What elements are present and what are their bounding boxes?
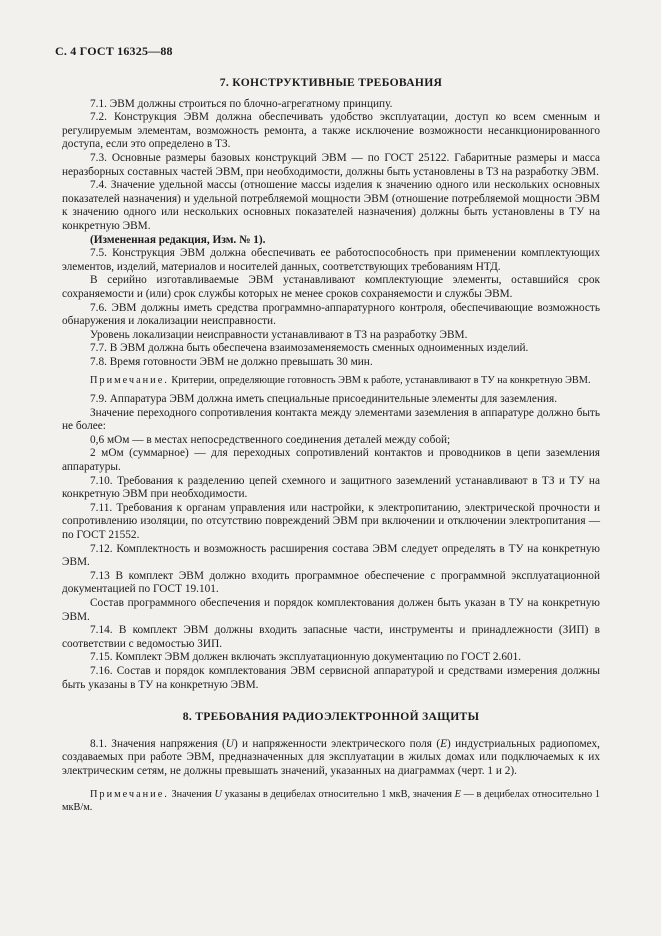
paragraph-7-5: 7.5. Конструкция ЭВМ должна обеспечивать ее работоспособность при применении комплектующих элементов, изделий, материалов и носителей данных, соответствующих требованиям НТД.	[62, 247, 600, 273]
note2-part-a: Значения	[168, 788, 215, 800]
paragraph-7-15: 7.15. Комплект ЭВМ должен включать эксплуатационную документацию по ГОСТ 2.601.	[90, 651, 522, 664]
paragraph-7-9-c: 0,6 мОм — в местах непосредственного соединения деталей между собой;	[90, 433, 451, 446]
page-header: С. 4 ГОСТ 16325—88	[55, 44, 173, 58]
symbol-u: U	[225, 737, 234, 750]
section-7-title: 7. КОНСТРУКТИВНЫЕ ТРЕБОВАНИЯ	[219, 76, 443, 89]
note-label: Примечание.	[90, 375, 169, 387]
edition-note: (Измененная редакция, Изм. № 1).	[90, 233, 266, 246]
section-8-title: 8. ТРЕБОВАНИЯ РАДИОЭЛЕКТРОННОЙ ЗАЩИТЫ	[182, 710, 480, 724]
p81-part-c: ) индустриальных радиопомех, создаваемых при работе ЭВМ, предназначенных для эксплуатации в жилых домах или подключаемых к их электрическим сетям, не должны превышать значений, указанных на диаграммах (черт. 1 и 2).	[62, 737, 600, 777]
symbol-e: E	[440, 737, 447, 750]
paragraph-7-9-d: 2 мОм (суммарное) — для переходных сопротивлений контактов и проводников в цепи заземления аппаратуры.	[62, 447, 600, 474]
paragraph-7-7: 7.7. В ЭВМ должна быть обеспечена взаимозаменяемость сменных одноименных изделий.	[90, 342, 529, 355]
p81-part-a: 8.1. Значения напряжения (	[90, 737, 226, 750]
note-8-1	[62, 788, 600, 815]
paragraph-7-6-b: Уровень локализации неисправности устанавливают в ТЗ на разработку ЭВМ.	[90, 328, 468, 341]
note-7-8	[62, 374, 600, 388]
paragraph-7-13-b: Состав программного обеспечения и порядок комплектования должен быть указан в ТУ на конкретную ЭВМ.	[62, 596, 600, 623]
p81-part-b: ) и напряженности электрического поля (	[233, 737, 441, 750]
note2-symbol-e: E	[454, 788, 461, 800]
paragraph-7-12: 7.12. Комплектность и возможность расширения состава ЭВМ следует определять в ТУ на конкретную ЭВМ.	[62, 542, 600, 569]
paragraph-7-9-b: Значение переходного сопротивления контакта между элементами заземления в аппаратуре должно быть не более:	[62, 406, 600, 433]
paragraph-7-3: 7.3. Основные размеры базовых конструкций ЭВМ — по ГОСТ 25122. Габаритные размеры и масса неразборных составных частей ЭВМ, при необходимости, должны быть установлены в ТЗ на разработку ЭВМ.	[62, 151, 600, 178]
paragraph-7-4: 7.4. Значение удельной массы (отношение массы изделия к значению одного или нескольких основных показателей назначения) и удельной потребляемой мощности ЭВМ (отношение потребляемой мощности ЭВМ к значению одного или нескольких основных показателей назначения) должны быть установлены в ТУ на конкретную ЭВМ.	[62, 179, 600, 232]
paragraph-7-14: 7.14. В комплект ЭВМ должны входить запасные части, инструменты и принадлежности (ЗИП) в соответствии с ведомостью ЗИП.	[62, 624, 600, 650]
paragraph-7-8: 7.8. Время готовности ЭВМ не должно превышать 30 мин.	[90, 355, 373, 368]
note2-part-b: указаны в децибелах относительно 1 мкВ, значения	[221, 788, 455, 800]
paragraph-8-1	[62, 738, 600, 779]
paragraph-7-10: 7.10. Требования к разделению цепей схемного и защитного заземлений устанавливают в ТЗ и ТУ на конкретную ЭВМ при необходимости.	[62, 474, 600, 501]
note-text: Критерии, определяющие готовность ЭВМ к работе, устанавливают в ТУ на конкретную ЭВМ.	[168, 375, 591, 387]
note-label: Примечание.	[90, 788, 169, 800]
paragraph-7-1: 7.1. ЭВМ должны строиться по блочно-агрегатному принципу.	[90, 97, 393, 110]
paragraph-7-16: 7.16. Состав и порядок комплектования ЭВМ сервисной аппаратурой и средствами измерения должны быть указаны в ТУ на конкретную ЭВМ.	[62, 664, 600, 691]
paragraph-7-11: 7.11. Требования к органам управления или настройки, к электропитанию, электрической прочности и сопротивлению изоляции, по отсутствию повреждений ЭВМ при включении и отключении электропитания — по ГОСТ 21552.	[62, 501, 600, 541]
note2-symbol-u: U	[214, 788, 222, 800]
paragraph-7-5-b: В серийно изготавливаемые ЭВМ устанавливают комплектующие элементы, оставшийся срок сохраняемости и (или) срок службы которых не менее сроков сохраняемости и службы ЭВМ.	[62, 274, 600, 300]
paragraph-7-6: 7.6. ЭВМ должны иметь средства программно-аппаратурного контроля, обеспечивающие возможность обнаружения и локализации неисправности.	[62, 301, 600, 328]
paragraph-7-9: 7.9. Аппаратура ЭВМ должна иметь специальные присоединительные элементы для заземления.	[90, 393, 558, 406]
paragraph-7-2: 7.2. Конструкция ЭВМ должна обеспечивать удобство эксплуатации, доступ ко всем сменным и регулируемым элементам, возможность ремонта, а также исключение возможности несанкционированного доступа, если это определено в ТЗ.	[62, 111, 600, 151]
note2-part-c: — в децибелах относительно 1 мкВ/м.	[62, 788, 600, 814]
page-content	[62, 76, 600, 820]
paragraph-7-13: 7.13 В комплект ЭВМ должно входить программное обеспечение с программной эксплуатационной документацией по ГОСТ 19.101.	[62, 569, 600, 596]
